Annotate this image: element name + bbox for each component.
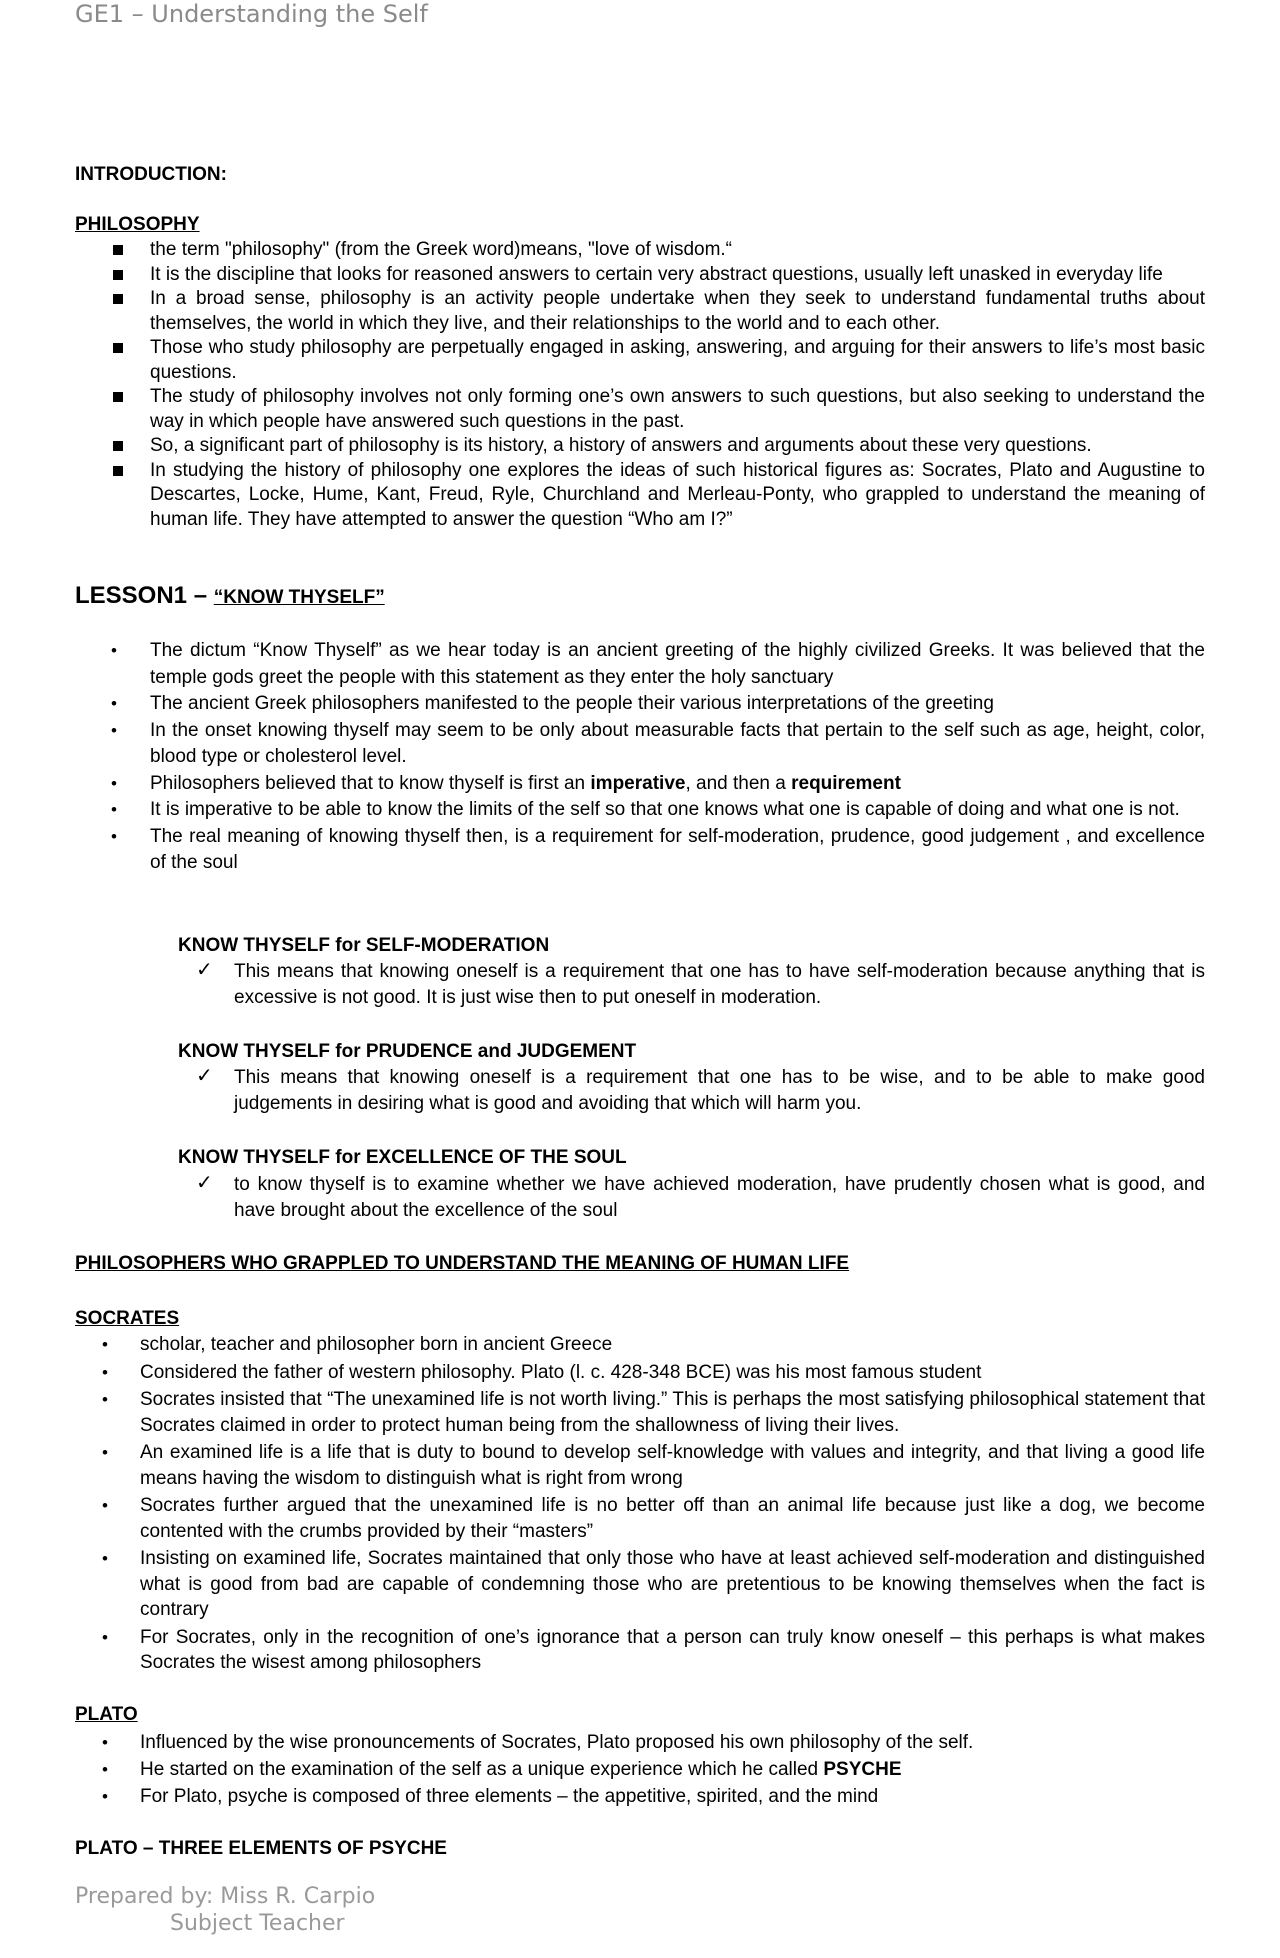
list-item: So, a significant part of philosophy is its history, a history of answers and arguments about these very questions. [75,434,1205,459]
check-item: ✓ This means that knowing oneself is a requirement that one has to have self-moderation because anything that is excessive is not good. It is just wise then to put oneself in moderation. [75,959,1205,1011]
list-item: In a broad sense, philosophy is an activity people undertake when they seek to understand fundamental truths about themselves, the world in which they live, and their relationships to the world and to each other. [75,287,1205,336]
list-item: • For Plato, psyche is composed of three elements – the appetitive, spirited, and the mind [75,1783,1205,1810]
section-prudence [75,1039,1205,1117]
plato-title: PLATO [75,1704,138,1725]
item-text: , and then a [685,772,792,794]
footer-line: Subject Teacher [170,1911,345,1936]
list-item: • Socrates insisted that “The unexamined life is not worth living.” This is perhaps the most satisfying philosophical statement that Socrates claimed in order to protect human being from the shallowness of living their lives. [75,1387,1205,1438]
plato-list [75,1729,1205,1810]
list-item: • Influenced by the wise pronouncements of Socrates, Plato proposed his own philosophy of the self. [75,1729,1205,1756]
philosophy-title: PHILOSOPHY [75,214,200,235]
lesson-title-main: “KNOW THYSELF” [213,587,385,608]
list-item: • The real meaning of knowing thyself then, is a requirement for self-moderation, prudence, good judgement , and excellence of the soul [75,824,1205,877]
list-item [75,771,1205,798]
lesson-title [75,583,1205,610]
list-item: • Considered the father of western philosophy. Plato (l. c. 428-348 BCE) was his most famous student [75,1360,1205,1386]
plato-elements-title: PLATO – THREE ELEMENTS OF PSYCHE [75,1838,447,1859]
page-footer [75,1883,375,1937]
check-item: ✓ to know thyself is to examine whether we have achieved moderation, have prudently chosen what is good, and have brought about the excellence of the soul [75,1172,1205,1225]
socrates-title: SOCRATES [75,1308,180,1329]
item-text: He started on the examination of the self as a unique experience which he called [140,1759,824,1780]
list-item: Those who study philosophy are perpetually engaged in asking, answering, and arguing for their answers to life’s most basic questions. [75,336,1205,385]
intro-title: INTRODUCTION: [75,164,227,185]
list-item: • The dictum “Know Thyself” as we hear today is an ancient greeting of the highly civilized Greeks. It was believed that the temple gods greet the people with this statement as they enter the holy sanctuary [75,638,1205,691]
item-bold: requirement [791,772,901,794]
section-title: KNOW THYSELF for PRUDENCE and JUDGEMENT [178,1041,637,1062]
lesson-list [75,638,1205,877]
philosophy-list [75,238,1205,532]
page-header: GE1 – Understanding the Self [75,0,428,28]
list-item: In studying the history of philosophy one explores the ideas of such historical figures as: Socrates, Plato and Augustine to Descartes, Locke, Hume, Kant, Freud, Ryle, Churchland and Merleau-Ponty, who grappled to understand the meaning of human life. They have attempted to answer the question “Who am I?” [75,459,1205,533]
list-item: • scholar, teacher and philosopher born in ancient Greece [75,1332,1205,1358]
item-text: Philosophers believed that to know thyself is first an [150,772,591,794]
item-bold: PSYCHE [823,1759,902,1780]
list-item: The study of philosophy involves not only forming one’s own answers to such questions, but also seeking to understand the way in which people have answered such questions in the past. [75,385,1205,434]
list-item: the term "philosophy" (from the Greek word)means, "love of wisdom.“ [75,238,1205,263]
section-excellence [75,1145,1205,1225]
list-item: • It is imperative to be able to know the limits of the self so that one knows what one is capable of doing and what one is not. [75,797,1205,824]
lesson-title-prefix: LESSON1 – [75,582,208,609]
check-item: ✓ This means that knowing oneself is a requirement that one has to be wise, and to be able to make good judgements in desiring what is good and avoiding that which will harm you. [75,1065,1205,1117]
socrates-list [75,1332,1205,1676]
section-title: KNOW THYSELF for EXCELLENCE OF THE SOUL [178,1147,627,1168]
list-item: • Insisting on examined life, Socrates maintained that only those who have at least achieved self-moderation and distinguished what is good from bad are capable of condemning those who are pretentious to be knowing themselves when the fact is contrary [75,1546,1205,1623]
list-item [75,1756,1205,1783]
section-self-moderation [75,933,1205,1011]
list-item: It is the discipline that looks for reasoned answers to certain very abstract questions, usually left unasked in everyday life [75,263,1205,288]
item-bold: imperative [590,772,686,794]
list-item: • An examined life is a life that is duty to bound to develop self-knowledge with values and integrity, and that living a good life means having the wisdom to distinguish what is right from wrong [75,1440,1205,1491]
section-title: KNOW THYSELF for SELF-MODERATION [178,935,550,956]
footer-line: Prepared by: Miss R. Carpio [75,1884,376,1909]
list-item: • For Socrates, only in the recognition of one’s ignorance that a person can truly know oneself – this perhaps is what makes Socrates the wisest among philosophers [75,1625,1205,1676]
philosophers-title: PHILOSOPHERS WHO GRAPPLED TO UNDERSTAND THE MEANING OF HUMAN LIFE [75,1253,850,1274]
list-item: • The ancient Greek philosophers manifested to the people their various interpretations of the greeting [75,691,1205,718]
list-item: • Socrates further argued that the unexamined life is no better off than an animal life because just like a dog, we become contented with the crumbs provided by their “masters” [75,1493,1205,1544]
list-item: • In the onset knowing thyself may seem to be only about measurable facts that pertain to the self such as age, height, color, blood type or cholesterol level. [75,718,1205,771]
